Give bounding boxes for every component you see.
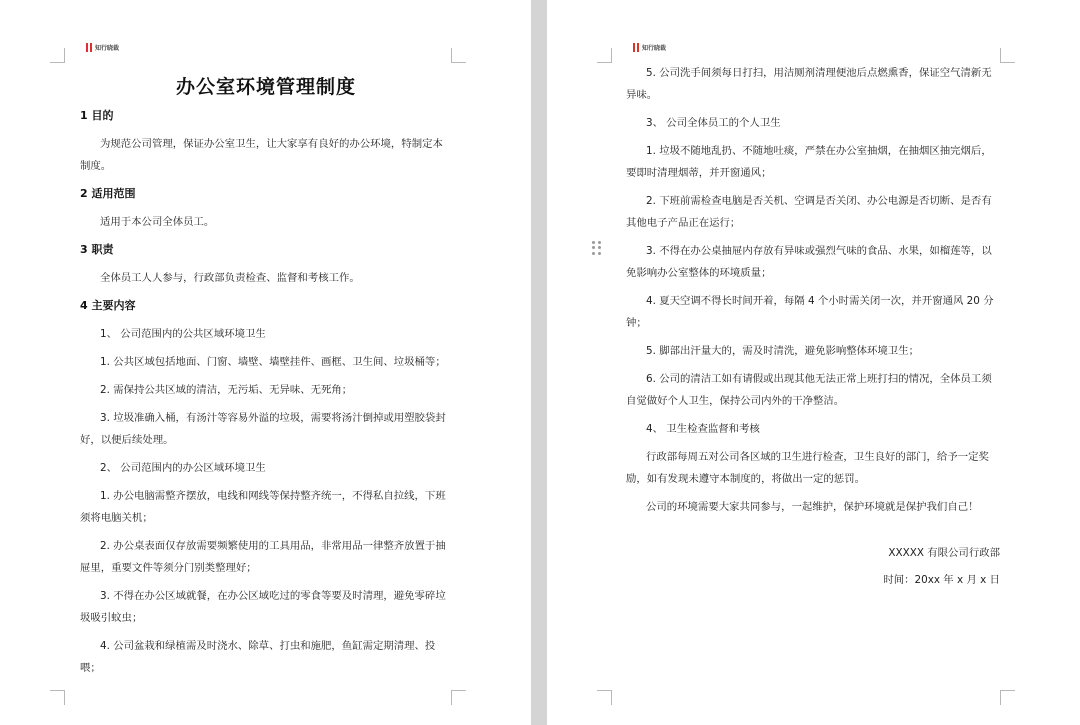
document-page-left bbox=[0, 0, 531, 725]
paragraph: 3、 公司全体员工的个人卫生 bbox=[646, 117, 781, 129]
page-corner-mark bbox=[597, 690, 612, 705]
logo-text: 知行晓裁 bbox=[95, 45, 120, 52]
section-heading: 3 职责 bbox=[80, 243, 114, 256]
section-heading: 2 适用范围 bbox=[80, 187, 136, 200]
page-corner-mark bbox=[50, 690, 65, 705]
section-heading: 4 主要内容 bbox=[80, 299, 136, 312]
paragraph: 4. 公司盆栽和绿植需及时浇水、除草、打虫和施肥，鱼缸需定期清理、投喂； bbox=[80, 640, 436, 674]
paragraph: 为规范公司管理，保证办公室卫生，让大家享有良好的办公环境，特制定本制度。 bbox=[80, 138, 443, 172]
paragraph: 1. 公共区域包括地面、门窗、墙壁、墙壁挂件、画框、卫生间、垃圾桶等； bbox=[100, 356, 446, 368]
paragraph: 全体员工人人参与，行政部负责检查、监督和考核工作。 bbox=[100, 272, 360, 284]
paragraph: 5. 脚部出汗量大的，需及时清洗，避免影响整体环境卫生； bbox=[646, 345, 919, 357]
document-title: 办公室环境管理制度 bbox=[175, 76, 356, 98]
signature-line: XXXXX 有限公司行政部 bbox=[888, 547, 1000, 559]
paragraph: 6. 公司的清洁工如有请假或出现其他无法正常上班打扫的情况，全体员工须自觉做好个人卫生，保持公司内外的干净整洁。 bbox=[626, 373, 992, 407]
left-body bbox=[80, 105, 452, 679]
paragraph: 行政部每周五对公司各区域的卫生进行检查，卫生良好的部门，给予一定奖励，如有发现未遵守本制度的，将做出一定的惩罚。 bbox=[626, 451, 989, 485]
logo-bars-icon bbox=[86, 43, 92, 52]
logo-bars-icon bbox=[633, 43, 639, 52]
paragraph: 3. 不得在办公区域就餐，在办公区域吃过的零食等要及时清理，避免零碎垃圾吸引蚊虫； bbox=[80, 590, 446, 624]
page-content bbox=[626, 62, 1000, 586]
paragraph: 3. 垃圾准确入桶，有汤汁等容易外溢的垃圾，需要将汤汁倒掉或用塑胶袋封好，以便后续处理。 bbox=[80, 412, 446, 446]
page-corner-mark bbox=[50, 48, 65, 63]
paragraph: 3. 不得在办公桌抽屉内存放有异味或强烈气味的食品、水果，如榴莲等，以免影响办公室整体的环境质量； bbox=[626, 245, 992, 279]
page-content bbox=[80, 72, 452, 679]
drag-handle-icon[interactable] bbox=[592, 241, 602, 255]
paragraph: 2. 办公桌表面仅存放需要频繁使用的工具用品，非常用品一律整齐放置于抽屉里，重要文件等须分门别类整理好； bbox=[80, 540, 446, 574]
page-corner-mark bbox=[1000, 48, 1015, 63]
page-corner-mark bbox=[1000, 690, 1015, 705]
paragraph: 4. 夏天空调不得长时间开着，每隔 4 个小时需关闭一次，并开窗通风 20 分钟； bbox=[626, 295, 994, 329]
brand-logo bbox=[633, 43, 666, 52]
paragraph: 公司的环境需要大家共同参与，一起维护，保护环境就是保护我们自己！ bbox=[646, 501, 979, 513]
document-page-right bbox=[547, 0, 1080, 725]
brand-logo bbox=[86, 43, 119, 52]
paragraph: 2. 下班前需检查电脑是否关机、空调是否关闭、办公电源是否切断、是否有其他电子产品正在运行； bbox=[626, 195, 992, 229]
page-gutter bbox=[531, 0, 547, 725]
paragraph: 1. 办公电脑需整齐摆放，电线和网线等保持整齐统一，不得私自拉线，下班须将电脑关机； bbox=[80, 490, 446, 524]
page-corner-mark bbox=[451, 690, 466, 705]
paragraph: 2. 需保持公共区域的清洁，无污垢、无异味、无死角； bbox=[100, 384, 353, 396]
paragraph: 4、 卫生检查监督和考核 bbox=[646, 423, 760, 435]
paragraph: 1. 垃圾不随地乱扔、不随地吐痰，严禁在办公室抽烟，在抽烟区抽完烟后，要即时清理烟蒂，并开窗通风； bbox=[626, 145, 992, 179]
paragraph: 5. 公司洗手间须每日打扫，用洁厕剂清理便池后点燃熏香，保证空气清新无异味。 bbox=[626, 67, 992, 101]
page-corner-mark bbox=[451, 48, 466, 63]
logo-text: 知行晓裁 bbox=[642, 45, 667, 52]
right-body bbox=[626, 62, 1000, 518]
paragraph: 适用于本公司全体员工。 bbox=[100, 216, 215, 228]
page-corner-mark bbox=[597, 48, 612, 63]
section-heading: 1 目的 bbox=[80, 109, 114, 122]
date-line: 时间：20xx 年 x 月 x 日 bbox=[883, 574, 1000, 586]
paragraph: 1、 公司范围内的公共区域环境卫生 bbox=[100, 328, 266, 340]
paragraph: 2、 公司范围内的办公区域环境卫生 bbox=[100, 462, 266, 474]
